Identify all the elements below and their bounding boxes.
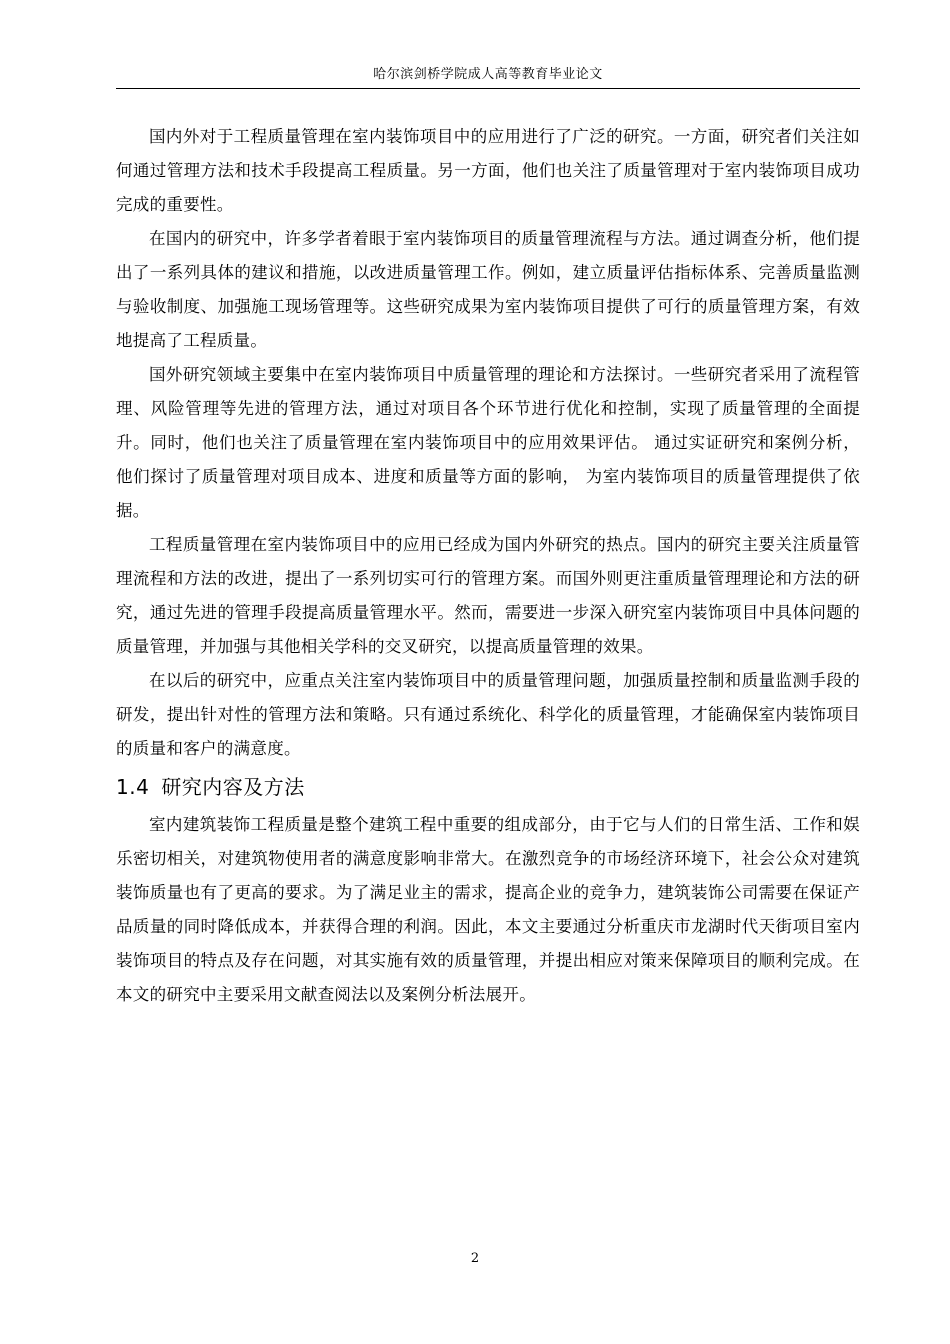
header-rule (116, 88, 860, 89)
paragraph-future-research: 在以后的研究中，应重点关注室内装饰项目中的质量管理问题，加强质量控制和质量监测手段的研发，提出针对性的管理方法和策略。只有通过系统化、科学化的质量管理，才能确保室内装饰项目的质量和客户的满意度。 (116, 671, 860, 758)
section-title: 研究内容及方法 (161, 775, 305, 799)
paragraph-overview: 国内外对于工程质量管理在室内装饰项目中的应用进行了广泛的研究。一方面，研究者们关注如何通过管理方法和技术手段提高工程质量。另一方面，他们也关注了质量管理对于室内装饰项目成功完成的重要性。 (116, 127, 860, 214)
paragraph-domestic-research: 在国内的研究中，许多学者着眼于室内装饰项目的质量管理流程与方法。通过调查分析，他们提出了一系列具体的建议和措施，以改进质量管理工作。例如，建立质量评估指标体系、完善质量监测与验收制度、加强施工现场管理等。这些研究成果为室内装饰项目提供了可行的质量管理方案，有效地提高了工程质量。 (116, 229, 860, 350)
paragraph-research-summary: 工程质量管理在室内装饰项目中的应用已经成为国内外研究的热点。国内的研究主要关注质量管理流程和方法的改进，提出了一系列切实可行的管理方案。而国外则更注重质量管理理论和方法的研究，通过先进的管理手段提高质量管理水平。然而，需要进一步深入研究室内装饰项目中具体问题的质量管理，并加强与其他相关学科的交叉研究，以提高质量管理的效果。 (116, 535, 860, 656)
section-heading (116, 766, 860, 808)
paragraph-research-content: 室内建筑装饰工程质量是整个建筑工程中重要的组成部分，由于它与人们的日常生活、工作和娱乐密切相关，对建筑物使用者的满意度影响非常大。在激烈竞争的市场经济环境下，社会公众对建筑装饰质量也有了更高的要求。为了满足业主的需求，提高企业的竞争力，建筑装饰公司需要在保证产品质量的同时降低成本，并获得合理的利润。因此，本文主要通过分析重庆市龙湖时代天街项目室内装饰项目的特点及存在问题，对其实施有效的质量管理，并提出相应对策来保障项目的顺利完成。在本文的研究中主要采用文献查阅法以及案例分析法展开。 (116, 815, 860, 1004)
running-header: 哈尔滨剑桥学院成人高等教育毕业论文 (373, 67, 603, 82)
body-text (116, 120, 860, 1012)
paragraph-foreign-research: 国外研究领域主要集中在室内装饰项目中质量管理的理论和方法探讨。一些研究者采用了流程管理、风险管理等先进的管理方法，通过对项目各个环节进行优化和控制，实现了质量管理的全面提升。同时，他们也关注了质量管理在室内装饰项目中的应用效果评估。 通过实证研究和案例分析，他们探讨了质量管理对项目成本、进度和质量等方面的影响， 为室内装饰项目的质量管理提供了依据。 (116, 365, 860, 520)
page-number: 2 (470, 1251, 480, 1266)
section-number: 1.4 (116, 775, 150, 799)
